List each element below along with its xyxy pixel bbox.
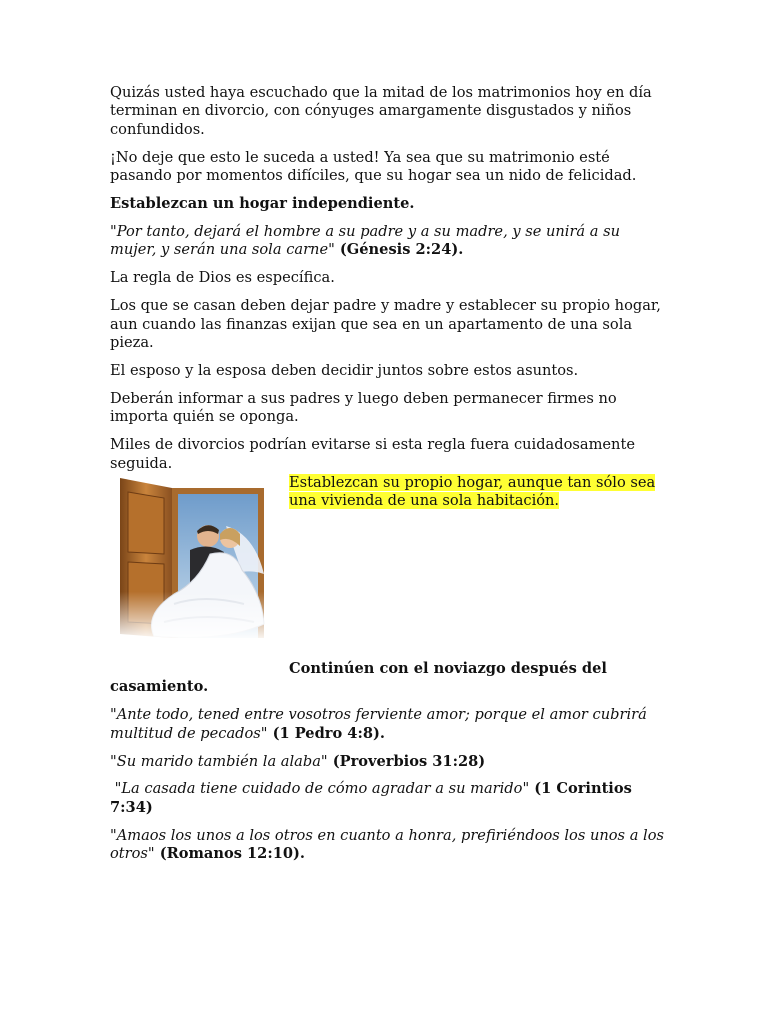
wedding-couple-doorway-photo [114, 474, 284, 642]
highlighted-text: Establezcan su propio hogar, aunque tan sólo sea una vivienda de una sola habitación. [289, 473, 656, 510]
quote-1-pedro: "Ante todo, tened entre vosotros ferviente amor; porque el amor cubrirá multitud de pecados" (1 Pedro 4:8). [110, 706, 647, 742]
paragraph-decide-together: El esposo y la esposa deben decidir juntos sobre estos asuntos. [110, 361, 579, 379]
image-text-row [110, 474, 666, 660]
paragraph-intro: Quizás usted haya escuchado que la mitad de los matrimonios hoy en día terminan en divorcio, con cónyuges amargamente disgustados y niños confundidos. [110, 84, 652, 138]
quote-genesis-ref: (Génesis 2:24). [334, 241, 464, 259]
quote-corintios-text: La casada tiene cuidado de cómo agradar a su marido [121, 780, 523, 798]
heading-courtship-part2: casamiento. [110, 678, 209, 696]
paragraph-own-home: Los que se casan deben dejar padre y madre y establecer su propio hogar, aun cuando las finanzas exijan que sea en un apartamento de una sola pieza. [110, 297, 661, 351]
paragraph-rule: La regla de Dios es específica. [110, 269, 335, 287]
quote-corintios: "La casada tiene cuidado de cómo agradar a su marido" (1 Corintios 7:34) [110, 780, 632, 816]
quote-1-pedro-text: Ante todo, tened entre vosotros ferviente amor; porque el amor cubrirá multitud de pecados [110, 706, 647, 742]
heading-courtship-part1: Continúen con el noviazgo después del [289, 659, 607, 677]
heading-courtship [110, 660, 666, 697]
quote-1-pedro-ref: (1 Pedro 4:8). [267, 724, 385, 742]
quote-corintios-ref: (1 Corintios 7:34) [110, 780, 632, 816]
paragraph-warning: ¡No deje que esto le suceda a usted! Ya sea que su matrimonio esté pasando por momentos difíciles, que su hogar sea un nido de felicidad. [110, 148, 637, 185]
quote-romanos-text: Amaos los unos a los otros en cuanto a honra, prefiriéndoos los unos a los otros [110, 826, 664, 863]
highlighted-note [289, 474, 664, 511]
quote-proverbios-text: Su marido también la alaba [116, 752, 321, 770]
paragraph-inform-parents: Deberán informar a sus padres y luego deben permanecer firmes no importa quién se oponga. [110, 389, 617, 426]
quote-genesis: "Por tanto, dejará el hombre a su padre y a su madre, y se unirá a su mujer, y serán una sola carne" (Génesis 2:24). [110, 222, 621, 259]
heading-independent-home: Establezcan un hogar independiente. [110, 195, 415, 213]
quote-proverbios: "Su marido también la alaba" (Proverbios 31:28) [110, 752, 486, 770]
quote-romanos: "Amaos los unos a los otros en cuanto a honra, prefiriéndoos los unos a los otros" (Romanos 12:10). [110, 826, 664, 863]
quote-romanos-ref: (Romanos 12:10). [154, 845, 306, 863]
paragraph-divorces: Miles de divorcios podrían evitarse si esta regla fuera cuidadosamente seguida. [110, 436, 635, 472]
quote-genesis-text: Por tanto, dejará el hombre a su padre y a su madre, y se unirá a su mujer, y serán una sola carne [110, 222, 621, 259]
document-body [110, 84, 666, 873]
quote-proverbios-ref: (Proverbios 31:28) [327, 752, 486, 770]
